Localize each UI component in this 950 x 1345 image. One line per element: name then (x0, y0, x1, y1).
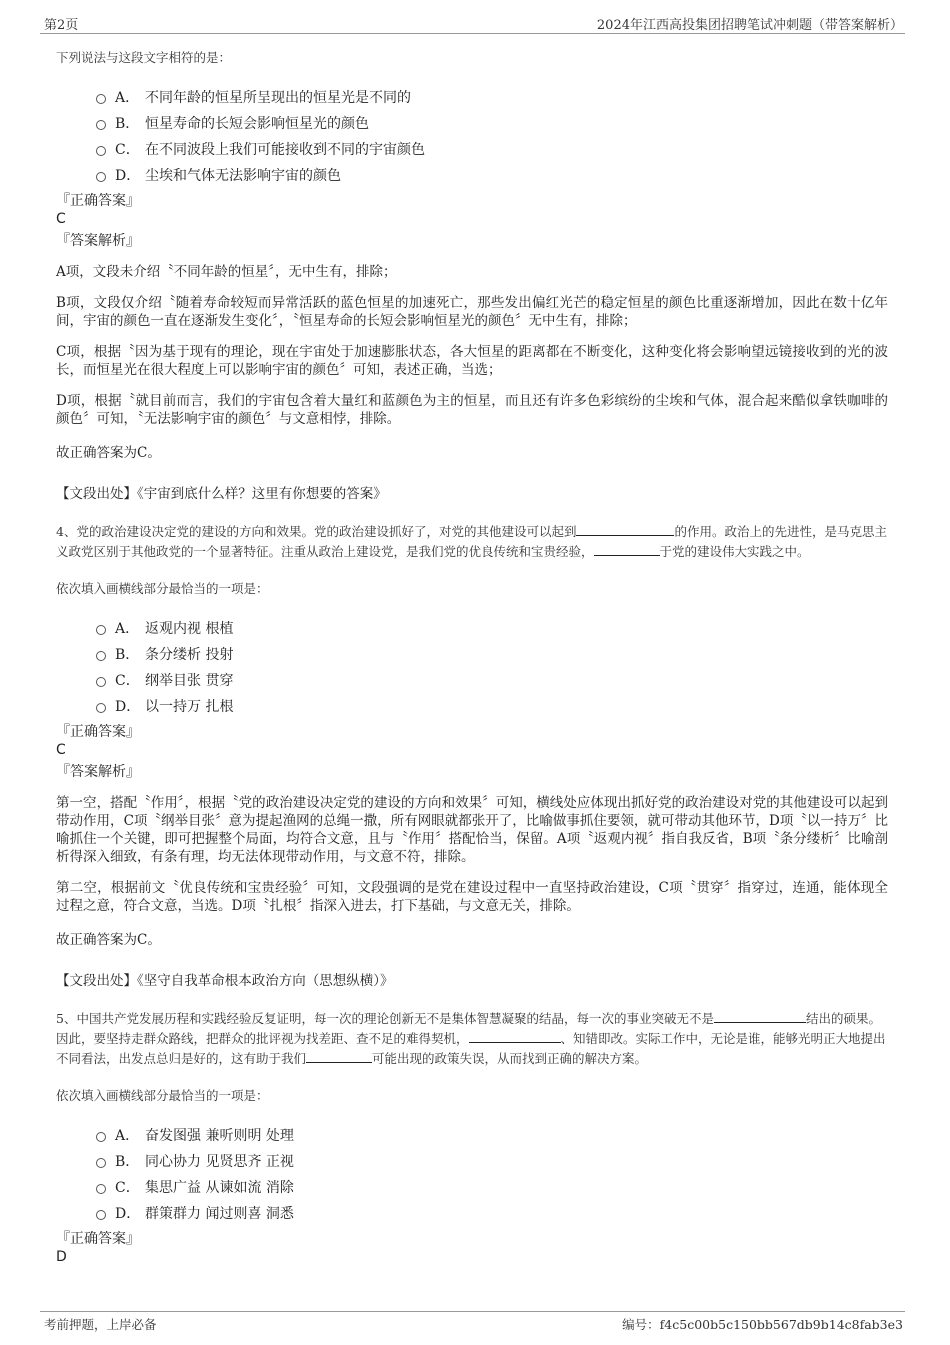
option-d[interactable]: D． 群策群力 闻过则喜 洞悉 (96, 1200, 888, 1226)
analysis-label: 『答案解析』 (56, 233, 140, 249)
source-citation: 【文段出处】《宇宙到底什么样？这里有你想要的答案》 (56, 486, 387, 502)
radio-icon[interactable] (96, 703, 106, 713)
question-prompt: 下列说法与这段文字相符的是： (56, 50, 232, 65)
option-text: 在不同波段上我们可能接收到不同的宇宙颜色 (145, 142, 425, 158)
option-a[interactable]: A． 返观内视 根植 (96, 615, 888, 641)
option-list (96, 84, 888, 188)
option-text: 同心协力 见贤思齐 正视 (145, 1154, 294, 1170)
question-5 (56, 1009, 888, 1266)
fill-blank (714, 1009, 806, 1023)
answer-value: C (56, 742, 66, 758)
conclusion: 故正确答案为C。 (56, 445, 161, 461)
answer-value: C (56, 211, 66, 227)
option-text: 不同年龄的恒星所呈现出的恒星光是不同的 (145, 90, 411, 106)
fill-blank (469, 1029, 561, 1043)
radio-icon[interactable] (96, 677, 106, 687)
page-footer (40, 1311, 905, 1335)
analysis-paragraph: 第一空，搭配〝作用〞，根据〝党的政治建设决定党的建设的方向和效果〞可知，横线处应体现出抓好党的政治建设对党的其他建设可以起到带动作用，C项〝纲举目张〞意为提起渔网的总绳一撒，所有网眼就都张开了，比喻做事抓住要领，就可带动其他环节，D项〝以一持万〞比喻抓住一个关键，即可把握整个局面，均符合文意，且与〝作用〞搭配恰当，保留。A项〝返观内视〞指自我反省，B项〝条分缕析〞比喻剖析得深入细致，有条有理，均无法体现带动作用，与文意不符，排除。 (56, 795, 888, 865)
radio-icon[interactable] (96, 1184, 106, 1194)
option-d[interactable]: D． 以一持万 扎根 (96, 693, 888, 719)
option-text: 群策群力 闻过则喜 洞悉 (145, 1206, 294, 1222)
question-3 (56, 48, 888, 502)
question-4 (56, 522, 888, 989)
question-prompt: 依次填入画横线部分最恰当的一项是： (56, 581, 269, 596)
option-text: 集思广益 从谏如流 消除 (145, 1180, 294, 1196)
option-d[interactable]: D． 尘埃和气体无法影响宇宙的颜色 (96, 162, 888, 188)
option-a[interactable]: A． 不同年龄的恒星所呈现出的恒星光是不同的 (96, 84, 888, 110)
page-number: 第2页 (44, 18, 79, 33)
answer-label: 『正确答案』 (56, 1231, 140, 1247)
source-citation: 【文段出处】《坚守自我革命根本政治方向（思想纵横）》 (56, 973, 394, 989)
option-text: 恒星寿命的长短会影响恒星光的颜色 (145, 116, 369, 132)
fill-blank (576, 522, 674, 536)
footer-slogan: 考前押题，上岸必备 (44, 1317, 157, 1332)
radio-icon[interactable] (96, 651, 106, 661)
fill-blank (594, 542, 660, 556)
option-b[interactable]: B． 条分缕析 投射 (96, 641, 888, 667)
question-stem: 5、中国共产党发展历程和实践经验反复证明，每一次的理论创新无不是集体智慧凝聚的结晶，每一次的事业突破无不是 结出的硕果。因此，要坚持走群众路线，把群众的批评视为找差距、查不足的难得契机， 、知错即改。实际工作中，无论是谁，能够光明正大地提出不同看法，出发点总归是好的，这有助于我们 可能出现的政策失误，从而找到正确的解决方案。 (56, 1011, 886, 1066)
radio-icon[interactable] (96, 625, 106, 635)
document-body (56, 48, 888, 1266)
option-b[interactable]: B． 恒星寿命的长短会影响恒星光的颜色 (96, 110, 888, 136)
analysis-text (56, 263, 888, 428)
option-list (96, 615, 888, 719)
analysis-paragraph: A项，文段未介绍〝不同年龄的恒星〞，无中生有，排除； (56, 264, 397, 280)
radio-icon[interactable] (96, 1158, 106, 1168)
answer-label: 『正确答案』 (56, 193, 140, 209)
page-header (40, 12, 905, 34)
option-text: 以一持万 扎根 (145, 699, 234, 715)
analysis-paragraph: 第二空，根据前文〝优良传统和宝贵经验〞可知，文段强调的是党在建设过程中一直坚持政治建设，C项〝贯穿〞指穿过，连通，能体现全过程之意，符合文意，当选。D项〝扎根〞指深入进去，打下基础，与文意无关，排除。 (56, 880, 888, 914)
radio-icon[interactable] (96, 120, 106, 130)
radio-icon[interactable] (96, 94, 106, 104)
analysis-paragraph: B项，文段仅介绍〝随着寿命较短而异常活跃的蓝色恒星的加速死亡，那些发出偏红光芒的稳定恒星的颜色比重逐渐增加，因此在数十亿年间，宇宙的颜色一直在逐渐发生变化〞，〝恒星寿命的长短会影响恒星光的颜色〞无中生有，排除； (56, 295, 888, 329)
option-text: 纲举目张 贯穿 (145, 673, 234, 689)
conclusion: 故正确答案为C。 (56, 932, 161, 948)
radio-icon[interactable] (96, 1210, 106, 1220)
option-b[interactable]: B． 同心协力 见贤思齐 正视 (96, 1148, 888, 1174)
radio-icon[interactable] (96, 146, 106, 156)
radio-icon[interactable] (96, 172, 106, 182)
answer-value: D (56, 1249, 67, 1265)
question-stem: 4、党的政治建设决定党的建设的方向和效果。党的政治建设抓好了，对党的其他建设可以起到 的作用。政治上的先进性，是马克思主义政党区别于其他政党的一个显著特征。注重从政治上建设党，是我们党的优良传统和宝贵经验， 于党的建设伟大实践之中。 (56, 524, 887, 559)
document-id: 编号：f4c5c00b5c150bb567db9b14c8fab3e3 (622, 1317, 903, 1332)
radio-icon[interactable] (96, 1132, 106, 1142)
document-title: 2024年江西高投集团招聘笔试冲刺题（带答案解析） (596, 18, 903, 33)
option-text: 条分缕析 投射 (145, 647, 234, 663)
analysis-text (56, 794, 888, 915)
fill-blank (306, 1049, 372, 1063)
option-c[interactable]: C． 集思广益 从谏如流 消除 (96, 1174, 888, 1200)
option-list (96, 1122, 888, 1226)
option-c[interactable]: C． 在不同波段上我们可能接收到不同的宇宙颜色 (96, 136, 888, 162)
option-text: 奋发图强 兼听则明 处理 (145, 1128, 294, 1144)
option-text: 尘埃和气体无法影响宇宙的颜色 (145, 168, 341, 184)
answer-label: 『正确答案』 (56, 724, 140, 740)
analysis-label: 『答案解析』 (56, 764, 140, 780)
option-text: 返观内视 根植 (145, 621, 234, 637)
analysis-paragraph: C项，根据〝因为基于现有的理论，现在宇宙处于加速膨胀状态，各大恒星的距离都在不断变化，这种变化将会影响望远镜接收到的光的波长，而恒星光在很大程度上可以影响宇宙的颜色〞可知，表述正确，当选； (56, 344, 888, 378)
option-a[interactable]: A． 奋发图强 兼听则明 处理 (96, 1122, 888, 1148)
question-prompt: 依次填入画横线部分最恰当的一项是： (56, 1088, 269, 1103)
analysis-paragraph: D项，根据〝就目前而言，我们的宇宙包含着大量红和蓝颜色为主的恒星，而且还有许多色彩缤纷的尘埃和气体，混合起来酷似拿铁咖啡的颜色〞可知，〝无法影响宇宙的颜色〞与文意相悖，排除。 (56, 393, 888, 427)
option-c[interactable]: C． 纲举目张 贯穿 (96, 667, 888, 693)
